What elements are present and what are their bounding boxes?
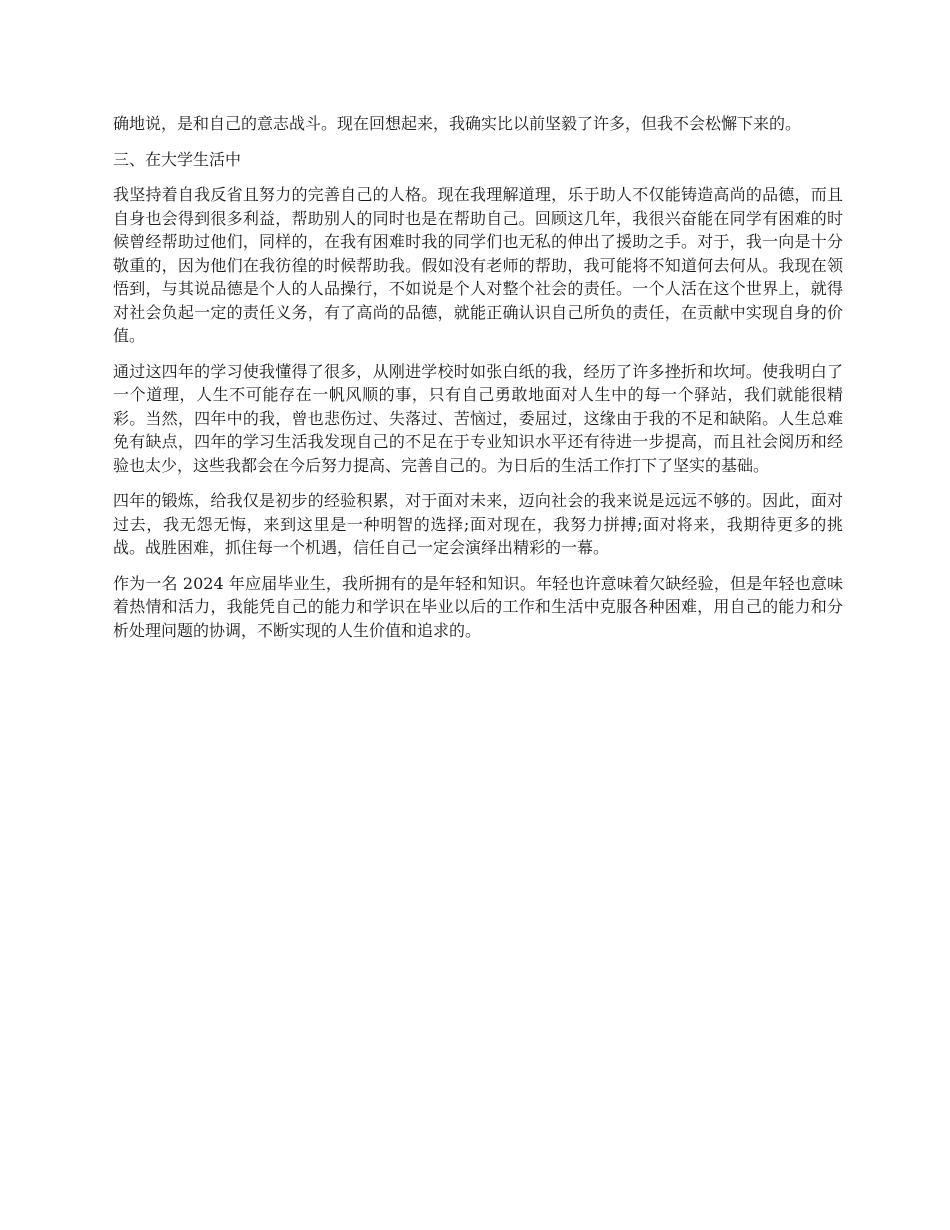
paragraph-4: 四年的锻炼，给我仅是初步的经验积累，对于面对未来，迈向社会的我来说是远远不够的。因此，面对过去，我无怨无悔，来到这里是一种明智的选择;面对现在，我努力拼搏;面对将来，我期待更多的挑战。战胜困难，抓住每一个机遇，信任自己一定会演绎出精彩的一幕。 [113, 491, 843, 557]
section-heading: 三、在大学生活中 [113, 149, 242, 169]
paragraph-1: 确地说，是和自己的意志战斗。现在回想起来，我确实比以前坚毅了许多，但我不会松懈下来的。 [113, 114, 802, 133]
paragraph-3: 通过这四年的学习使我懂得了很多，从刚进学校时如张白纸的我，经历了许多挫折和坎坷。使我明白了一个道理，人生不可能存在一帆风顺的事，只有自己勇敢地面对人生中的每一个驿站，我们就能很精彩。当然，四年中的我，曾也悲伤过、失落过、苦恼过，委屈过，这缘由于我的不足和缺陷。人生总难免有缺点，四年的学习生活我发现自己的不足在于专业知识水平还有待进一步提高，而且社会阅历和经验也太少，这些我都会在今后努力提高、完善自己的。为日后的生活工作打下了坚实的基础。 [113, 361, 843, 475]
paragraph-5: 作为一名 2024 年应届毕业生，我所拥有的是年轻和知识。年轻也许意味着欠缺经验，但是年轻也意味着热情和活力，我能凭自己的能力和学识在毕业以后的工作和生活中克服各种困难，用自己的能力和分析处理问题的协调，不断实现的人生价值和追求的。 [113, 573, 843, 640]
document-body [113, 112, 843, 654]
paragraph-2: 我坚持着自我反省且努力的完善自己的人格。现在我理解道理，乐于助人不仅能铸造高尚的品德，而且自身也会得到很多利益，帮助别人的同时也是在帮助自己。回顾这几年，我很兴奋能在同学有困难的时候曾经帮助过他们，同样的，在我有困难时我的同学们也无私的伸出了援助之手。对于，我一向是十分敬重的，因为他们在我彷徨的时候帮助我。假如没有老师的帮助，我可能将不知道何去何从。我现在领悟到，与其说品德是个人的人品操行，不如说是个人对整个社会的责任。一个人活在这个世界上，就得对社会负起一定的责任义务，有了高尚的品德，就能正确认识自己所负的责任，在贡献中实现自身的价值。 [113, 185, 843, 345]
